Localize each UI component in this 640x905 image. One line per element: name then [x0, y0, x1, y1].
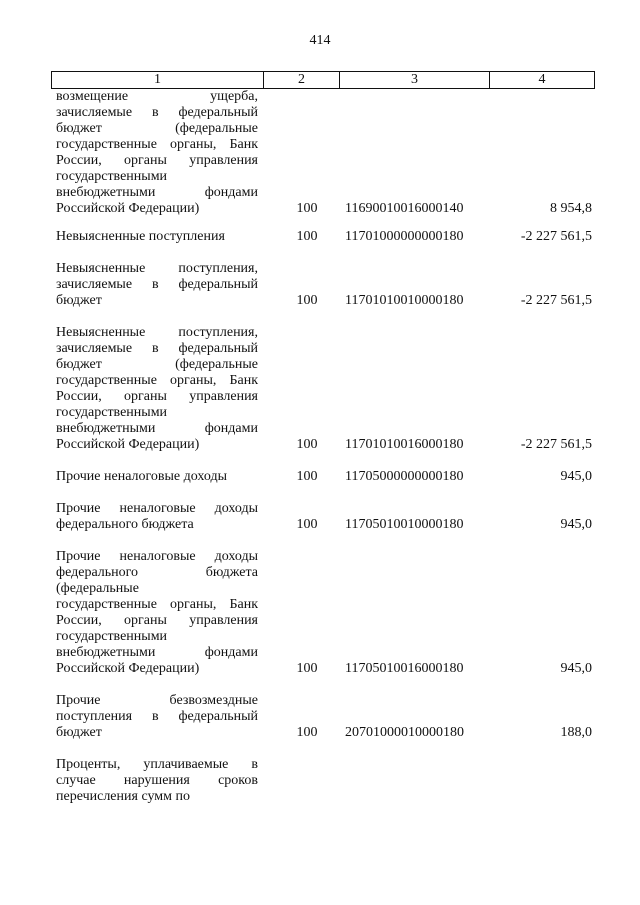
- table-row: [56, 757, 596, 805]
- header-col-3: 3: [340, 72, 490, 88]
- description-line: государственными: [56, 405, 168, 420]
- row-description: [56, 89, 258, 217]
- description-line: бюджет (федеральные: [56, 121, 258, 136]
- row-code: 100: [296, 229, 318, 244]
- table-row: [56, 325, 596, 453]
- table-row: [56, 469, 596, 485]
- row-kbk: 11690010016000140: [345, 201, 464, 216]
- description-line: бюджет: [56, 293, 102, 308]
- row-kbk: 11705010010000180: [345, 517, 464, 532]
- row-code: 100: [296, 661, 318, 676]
- row-description: [56, 549, 258, 677]
- description-line: Прочие безвозмездные: [56, 693, 258, 708]
- row-amount: -2 227 561,5: [520, 293, 592, 308]
- description-line: государственными: [56, 629, 168, 644]
- description-line: Проценты, уплачиваемые в: [56, 757, 258, 772]
- description-line: Российской Федерации): [56, 661, 200, 676]
- row-description: [56, 501, 258, 533]
- description-line: государственные органы, Банк: [56, 373, 258, 388]
- table-row: [56, 501, 596, 533]
- row-amount: -2 227 561,5: [520, 437, 592, 452]
- description-line: внебюджетными фондами: [56, 421, 258, 436]
- description-line: Прочие неналоговые доходы: [56, 469, 228, 484]
- description-line: зачисляемые в федеральный: [56, 341, 258, 356]
- row-amount: -2 227 561,5: [520, 229, 592, 244]
- description-line: внебюджетными фондами: [56, 645, 258, 660]
- description-line: Невыясненные поступления,: [56, 261, 258, 276]
- row-kbk: 11705000000000180: [345, 469, 464, 484]
- table-row: [56, 229, 596, 245]
- description-line: зачисляемые в федеральный: [56, 105, 258, 120]
- description-line: возмещение ущерба,: [56, 89, 258, 104]
- description-line: государственными: [56, 169, 168, 184]
- row-amount: 945,0: [560, 661, 592, 676]
- description-line: Российской Федерации): [56, 437, 200, 452]
- header-col-4: 4: [538, 72, 546, 87]
- description-line: государственные органы, Банк: [56, 597, 258, 612]
- header-col-2: 2: [264, 72, 340, 88]
- row-description: [56, 229, 258, 245]
- header-col-1: 1: [52, 72, 264, 88]
- row-amount: 8 954,8: [550, 201, 592, 216]
- description-line: Прочие неналоговые доходы: [56, 501, 258, 516]
- description-line: России, органы управления: [56, 389, 258, 404]
- page-number: 414: [309, 33, 331, 48]
- row-code: 100: [296, 469, 318, 484]
- description-line: Невыясненные поступления,: [56, 325, 258, 340]
- description-line: государственные органы, Банк: [56, 137, 258, 152]
- description-line: Российской Федерации): [56, 201, 200, 216]
- description-line: (федеральные: [56, 581, 139, 596]
- description-line: перечисления сумм по: [56, 789, 190, 804]
- row-kbk: 11701010010000180: [345, 293, 464, 308]
- table-header: [51, 71, 595, 89]
- table-row: [56, 261, 596, 309]
- row-code: 100: [296, 201, 318, 216]
- row-description: [56, 757, 258, 805]
- row-amount: 188,0: [560, 725, 592, 740]
- table-body: [56, 89, 596, 821]
- row-kbk: 20701000010000180: [345, 725, 464, 740]
- row-description: [56, 325, 258, 453]
- description-line: России, органы управления: [56, 153, 258, 168]
- description-line: случае нарушения сроков: [56, 773, 258, 788]
- description-line: России, органы управления: [56, 613, 258, 628]
- description-line: Прочие неналоговые доходы: [56, 549, 258, 564]
- description-line: зачисляемые в федеральный: [56, 277, 258, 292]
- description-line: федерального бюджета: [56, 565, 258, 580]
- description-line: бюджет (федеральные: [56, 357, 258, 372]
- row-code: 100: [296, 517, 318, 532]
- row-amount: 945,0: [560, 517, 592, 532]
- row-kbk: 11701010016000180: [345, 437, 464, 452]
- row-code: 100: [296, 725, 318, 740]
- description-line: внебюджетными фондами: [56, 185, 258, 200]
- table-row: [56, 549, 596, 677]
- row-code: 100: [296, 293, 318, 308]
- description-line: бюджет: [56, 725, 102, 740]
- row-amount: 945,0: [560, 469, 592, 484]
- row-description: [56, 261, 258, 309]
- row-description: [56, 693, 258, 741]
- row-description: [56, 469, 258, 485]
- description-line: поступления в федеральный: [56, 709, 258, 724]
- description-line: Невыясненные поступления: [56, 229, 225, 244]
- description-line: федерального бюджета: [56, 517, 194, 532]
- row-kbk: 11705010016000180: [345, 661, 464, 676]
- table-row: [56, 693, 596, 741]
- table-row: [56, 89, 596, 217]
- row-code: 100: [296, 437, 318, 452]
- row-kbk: 11701000000000180: [345, 229, 464, 244]
